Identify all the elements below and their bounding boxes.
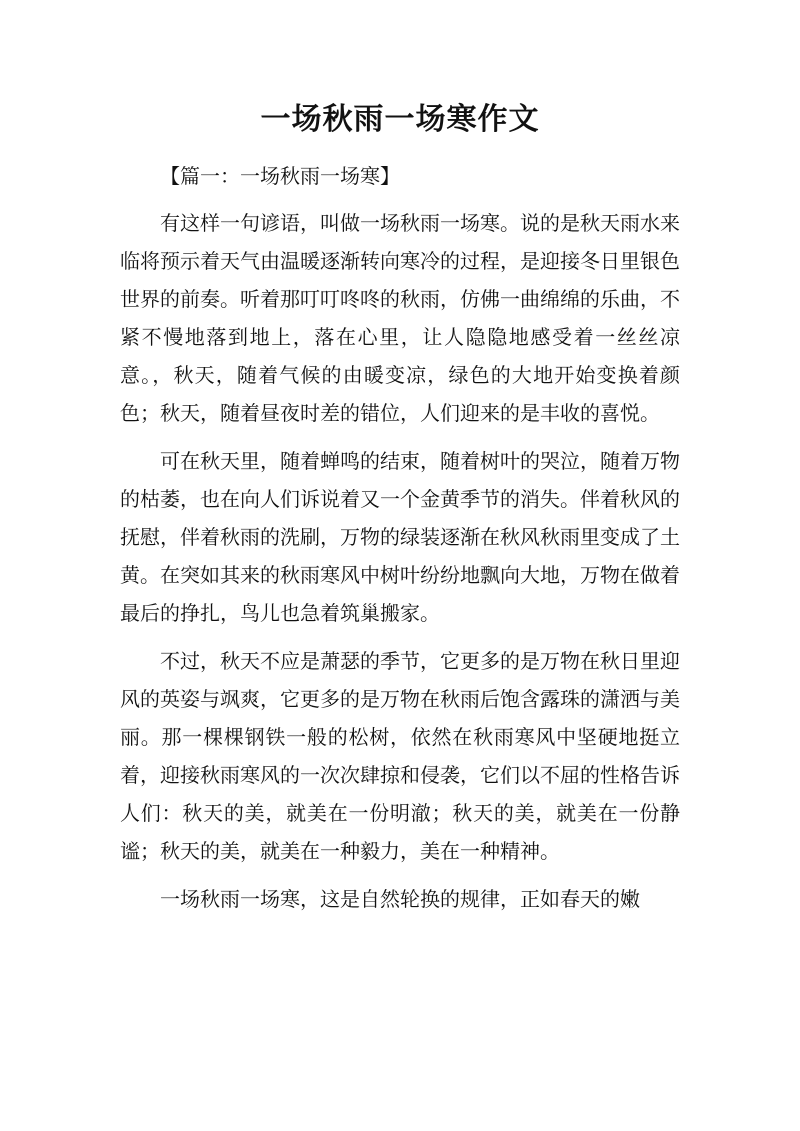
document-page <box>120 0 680 918</box>
paragraph-4: 一场秋雨一场寒，这是自然轮换的规律，正如春天的嫩 <box>160 887 640 911</box>
paragraph-2: 可在秋天里，随着蝉鸣的结束，随着树叶的哭泣，随着万物的枯萎，也在向人们诉说着又一个金黄季节的消失。伴着秋风的抚慰，伴着秋雨的洗刷，万物的绿装逐渐在秋风秋雨里变成了土黄。在突如其来的秋雨寒风中树叶纷纷地飘向大地，万物在做着最后的挣扎，鸟儿也急着筑巢搬家。 <box>120 449 680 625</box>
document-title: 一场秋雨一场寒作文 <box>260 102 540 137</box>
paragraph-3: 不过，秋天不应是萧瑟的季节，它更多的是万物在秋日里迎风的英姿与飒爽，它更多的是万物在秋雨后饱含露珠的潇洒与美丽。那一棵棵钢铁一般的松树，依然在秋雨寒风中坚硬地挺立着，迎接秋雨寒风的一次次肆掠和侵袭，它们以不屈的性格告诉人们：秋天的美，就美在一份明澈；秋天的美，就美在一份静谧；秋天的美，就美在一种毅力，美在一种精神。 <box>120 649 680 863</box>
section-heading: 【篇一：一场秋雨一场寒】 <box>160 164 400 188</box>
paragraph-1: 有这样一句谚语，叫做一场秋雨一场寒。说的是秋天雨水来临将预示着天气由温暖逐渐转向寒冷的过程，是迎接冬日里银色世界的前奏。听着那叮叮咚咚的秋雨，仿佛一曲绵绵的乐曲，不紧不慢地落到地上，落在心里，让人隐隐地感受着一丝丝凉意。，秋天，随着气候的由暖变凉，绿色的大地开始变换着颜色；秋天，随着昼夜时差的错位，人们迎来的是丰收的喜悦。 <box>120 211 680 425</box>
